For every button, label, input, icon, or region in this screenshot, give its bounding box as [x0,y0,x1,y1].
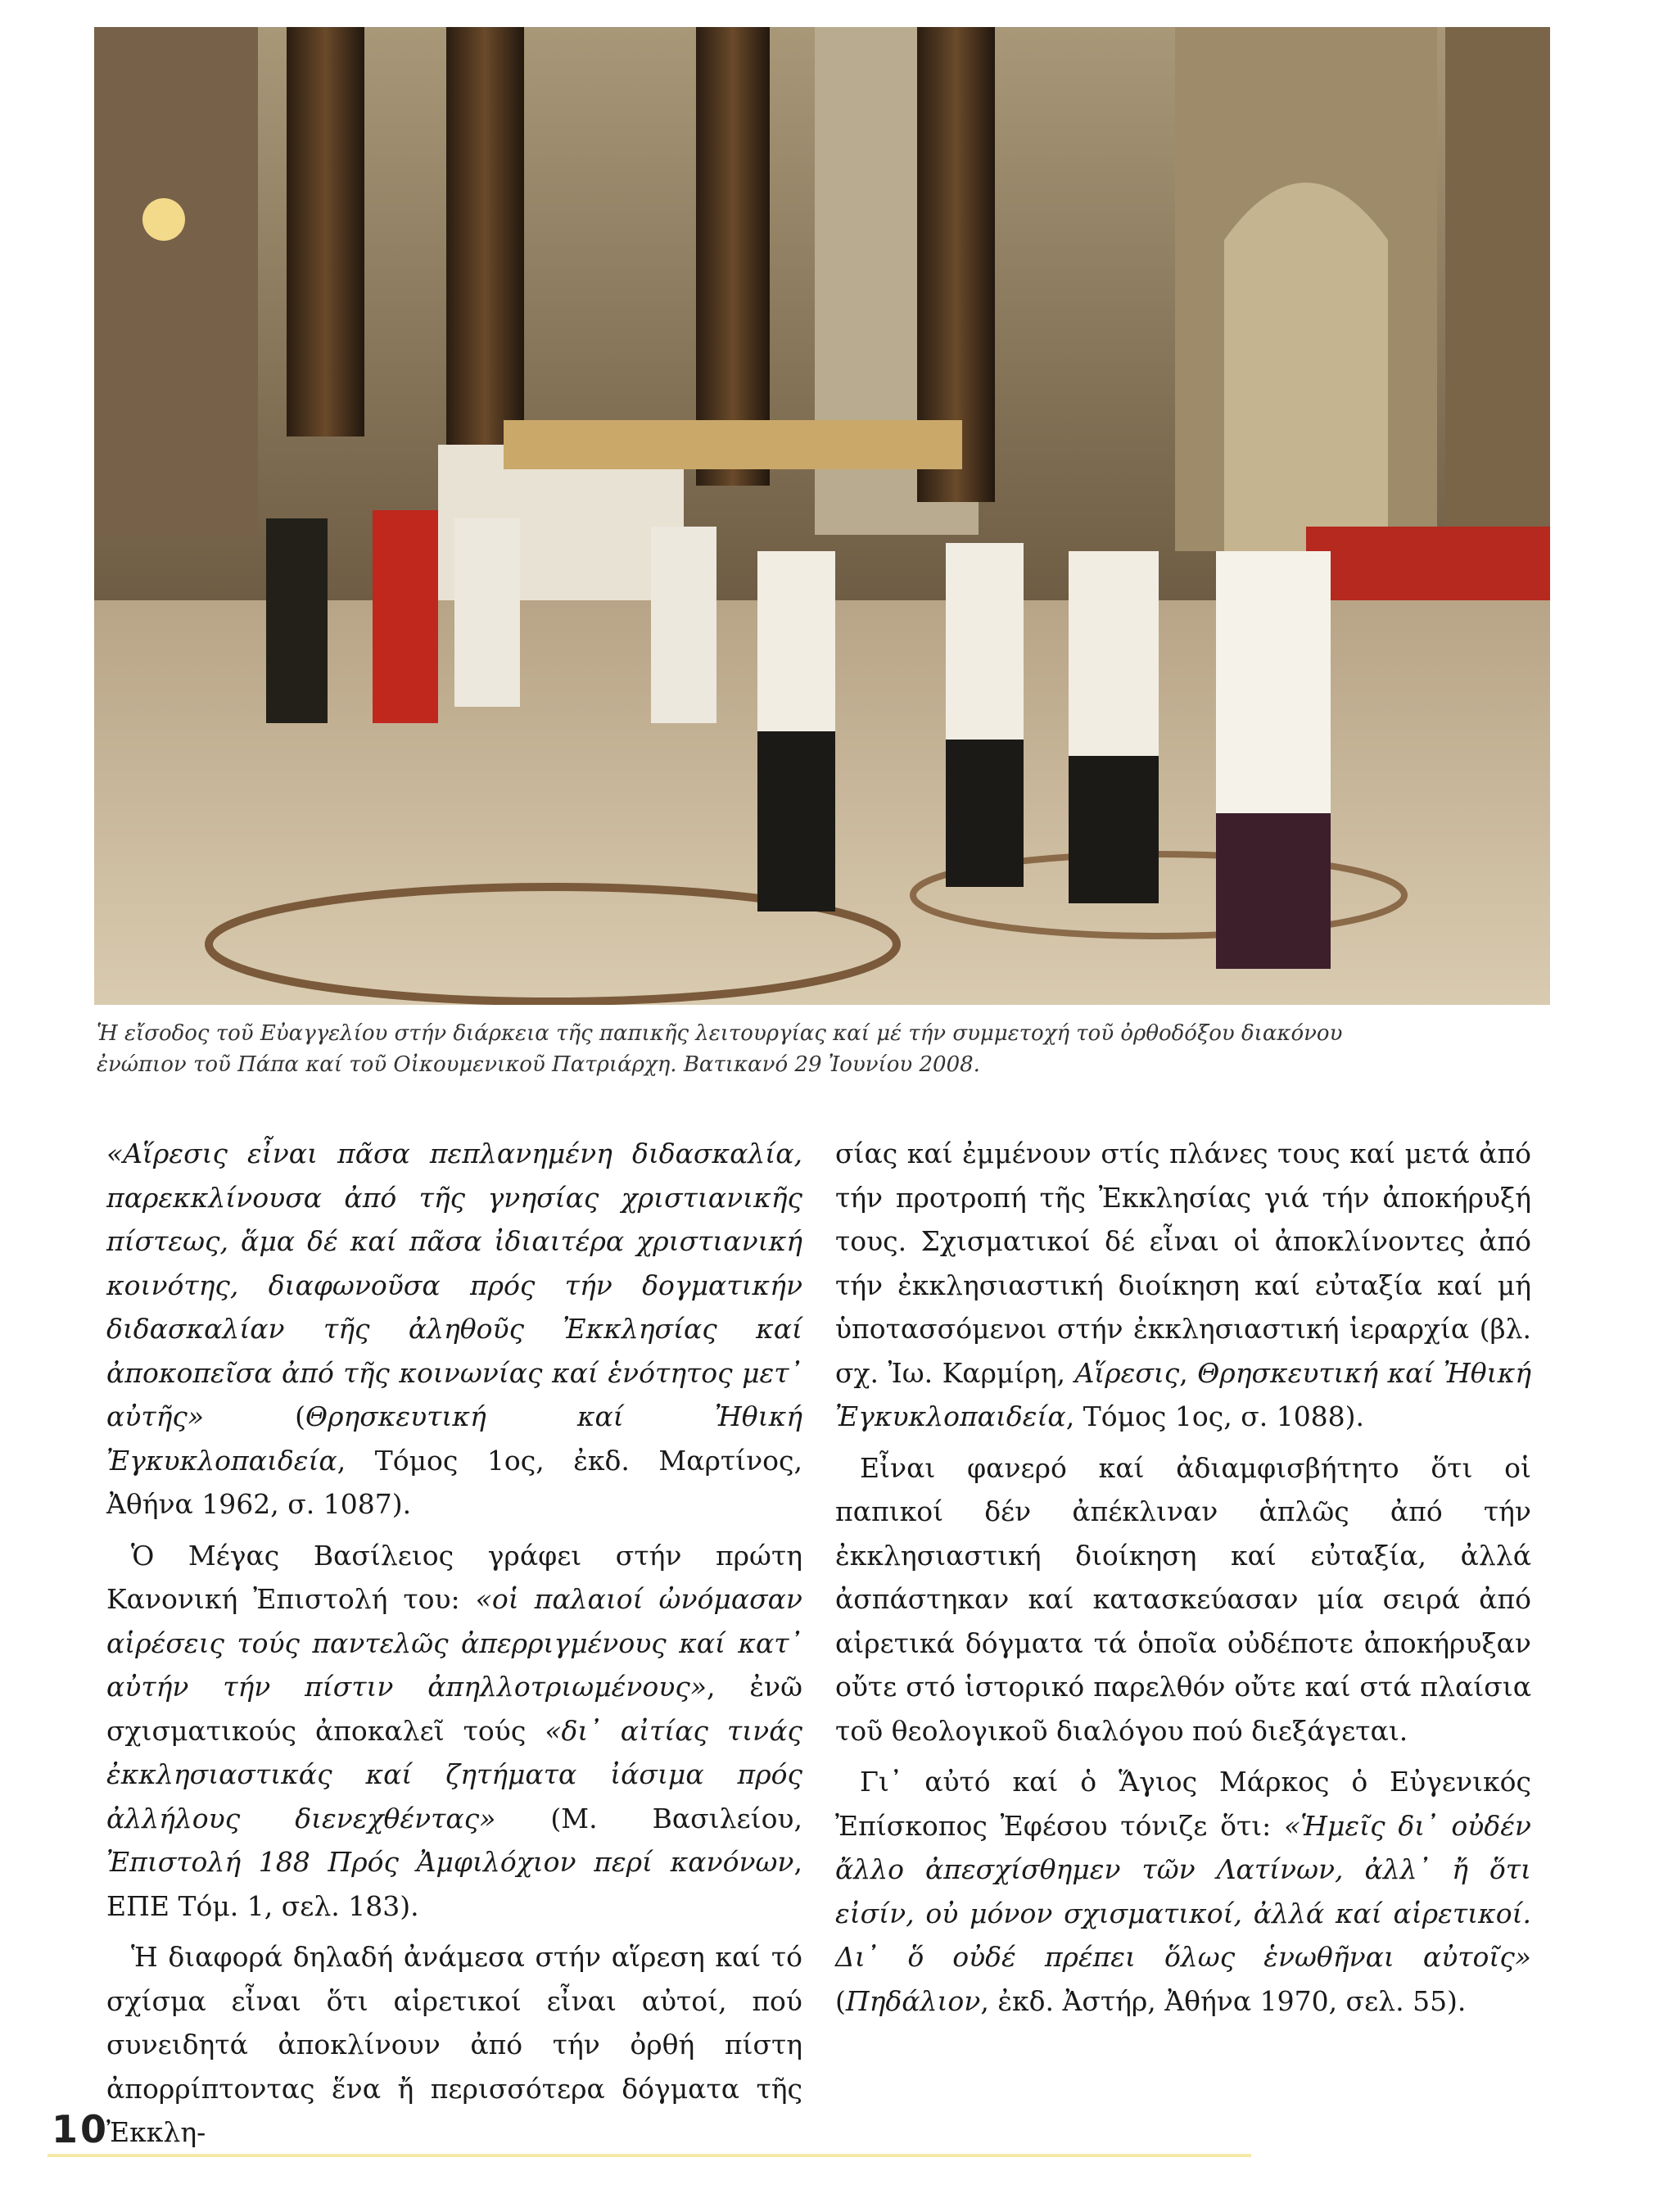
karmiris-title-2: Θρησκευτική καί Ἠθική Ἐγκυκλοπαιδεία [835,1356,1531,1432]
right-paragraph-2: Εἶναι φανερό καί ἀδιαμφισβήτητο ὅτι οἱ παπικοί δέν ἀπέκλιναν ἁπλῶς ἀπό τήν ἐκκλησιαστική διοίκηση καί εὐταξία, ἀλλά ἀσπάστηκαν καί κατασκεύασαν μία σειρά ἀπό αἱρετικά δόγματα τά ὁποῖα οὐδέποτε ἀποκήρυξαν οὔτε στό ἱστορικό παρελθόν οὔτε καί στά πλαίσια τοῦ θεολογικοῦ διαλόγου πού διεξάγεται. [835,1451,1531,1747]
mark-source-details: , ἐκδ. Ἀστήρ, Ἀθήνα 1970, σελ. 55). [980,1984,1467,2017]
basil-middle: , ἐνῶ σχισματικούς ἀποκαλεῖ τούς [106,1671,802,1747]
source-details: , Τόμος 1ος, ἐκδ. Μαρτίνος, Ἀθήνα 1962, σ. 1087). [106,1444,802,1520]
mark-intro: Γι᾽ αὐτό καί ὁ Ἅγιος Μάρκος ὁ Εὐγενικός Ἐπίσκοπος Ἐφέσου τόνιζε ὅτι: [835,1766,1531,1842]
source-open: ( [204,1400,306,1432]
right-paragraph-3 [835,1760,1531,2023]
mark-quote: «Ἡμεῖς δι᾽ οὐδέν ἄλλο ἀπεσχίσθημεν τῶν Λατίνων, ἀλλ᾽ ἤ ὅτι εἰσίν, οὐ μόνον σχισματικοί, ἀλλά καί αἱρετικοί. Δι᾽ ὅ οὐδέ πρέπει ὅλως ἑνωθῆναι αὐτοῖς» [835,1809,1531,1973]
basil-intro: Ὁ Μέγας Βασίλειος γράφει στήν πρώτη Κανονική Ἐπιστολή του: [106,1539,802,1615]
schism-text: σίας καί ἐμμένουν στίς πλάνες τους καί μετά ἀπό τήν προτροπή τῆς Ἐκκλησίας γιά τήν ἀποκήρυξή τους. Σχισματικοί δέ εἶναι οἱ ἀποκλίνοντες ἀπό τήν ἐκκλησιαστική διοίκηση καί εὐταξία καί μή ὑποτασσόμενοι στήν ἐκκλησιαστική ἱεραρχία (βλ. σχ. Ἰω. Καρμίρη, [835,1138,1531,1389]
basil-quote-heretics: «οἱ παλαιοί ὠνόμασαν αἱρέσεις τούς παντελῶς ἀπερριγμένους καί κατ᾽ αὐτήν τήν πίστιν ἀπηλλοτριωμένους» [106,1583,802,1703]
karmiris-details: , Τόμος 1ος, σ. 1088). [1065,1400,1365,1432]
basil-source-details: , ΕΠΕ Τόμ. 1, σελ. 183). [106,1846,802,1922]
left-column [106,1132,802,2162]
left-paragraph-1 [106,1132,802,1527]
basil-source-open: (Μ. Βασιλείου, [495,1802,802,1834]
footer-rule [47,2154,1251,2157]
right-paragraph-1 [835,1132,1531,1439]
left-paragraph-3: Ἡ διαφορά δηλαδή ἀνάμεσα στήν αἵρεση καί τό σχίσμα εἶναι ὅτι αἱρετικοί εἶναι αὐτοί, πού συνειδητά ἀποκλίνουν ἀπό τήν ὀρθή πίστη ἀπορρίπτοντας ἕνα ἤ περισσότερα δόγματα τῆς Ἐκκλη- [106,1941,802,2148]
left-paragraph-2 [106,1534,802,1929]
heresy-definition-quote: «Αἵρεσις εἶναι πᾶσα πεπλανημένη διδασκαλία, παρεκκλίνουσα ἀπό τῆς γνησίας χριστιανικῆς πίστεως, ἅμα δέ καί πᾶσα ἰδιαιτέρα χριστιανική κοινότης, διαφωνοῦσα πρός τήν δογματικήν διδασκαλίαν τῆς ἀληθοῦς Ἐκκλησίας καί ἀποκοπεῖσα ἀπό τῆς κοινωνίας καί ἑνότητος μετ᾽ αὐτῆς» [106,1138,802,1432]
page-number: 10 [52,2107,110,2151]
caption-line-1: Ἡ εἴσοδος τοῦ Εὐαγγελίου στήν διάρκεια τῆς παπικῆς λειτουργίας καί μέ τήν συμμετοχή τοῦ ὀρθοδόξου διακόνου [97,1021,1343,1046]
mark-source-open: ( [835,1984,846,2017]
karmiris-title-1: Αἵρεσις [1074,1356,1180,1389]
right-column [835,1132,1531,2030]
basil-quote-schismatics: «δι᾽ αἰτίας τινάς ἐκκλησιαστικάς καί ζητήματα ἰάσιμα πρός ἀλλήλους διενεχθέντας» [106,1714,803,1834]
caption-line-2: ἐνώπιον τοῦ Πάπα καί τοῦ Οἰκουμενικοῦ Πατριάρχη. Βατικανό 29 Ἰουνίου 2008. [97,1052,980,1077]
title-separator: , [1179,1356,1198,1389]
mark-source-title: Πηδάλιον [845,1984,981,2017]
ceremony-photo [94,27,1550,1005]
basil-source-title: Ἐπιστολή 188 Πρός Ἀμφιλόχιον περί κανόνων [106,1846,794,1878]
photo-caption [97,1018,1550,1080]
church-ceremony-photo-icon [94,27,1550,1005]
source-title: Θρησκευτική καί Ἠθική Ἐγκυκλοπαιδεία [106,1400,802,1477]
